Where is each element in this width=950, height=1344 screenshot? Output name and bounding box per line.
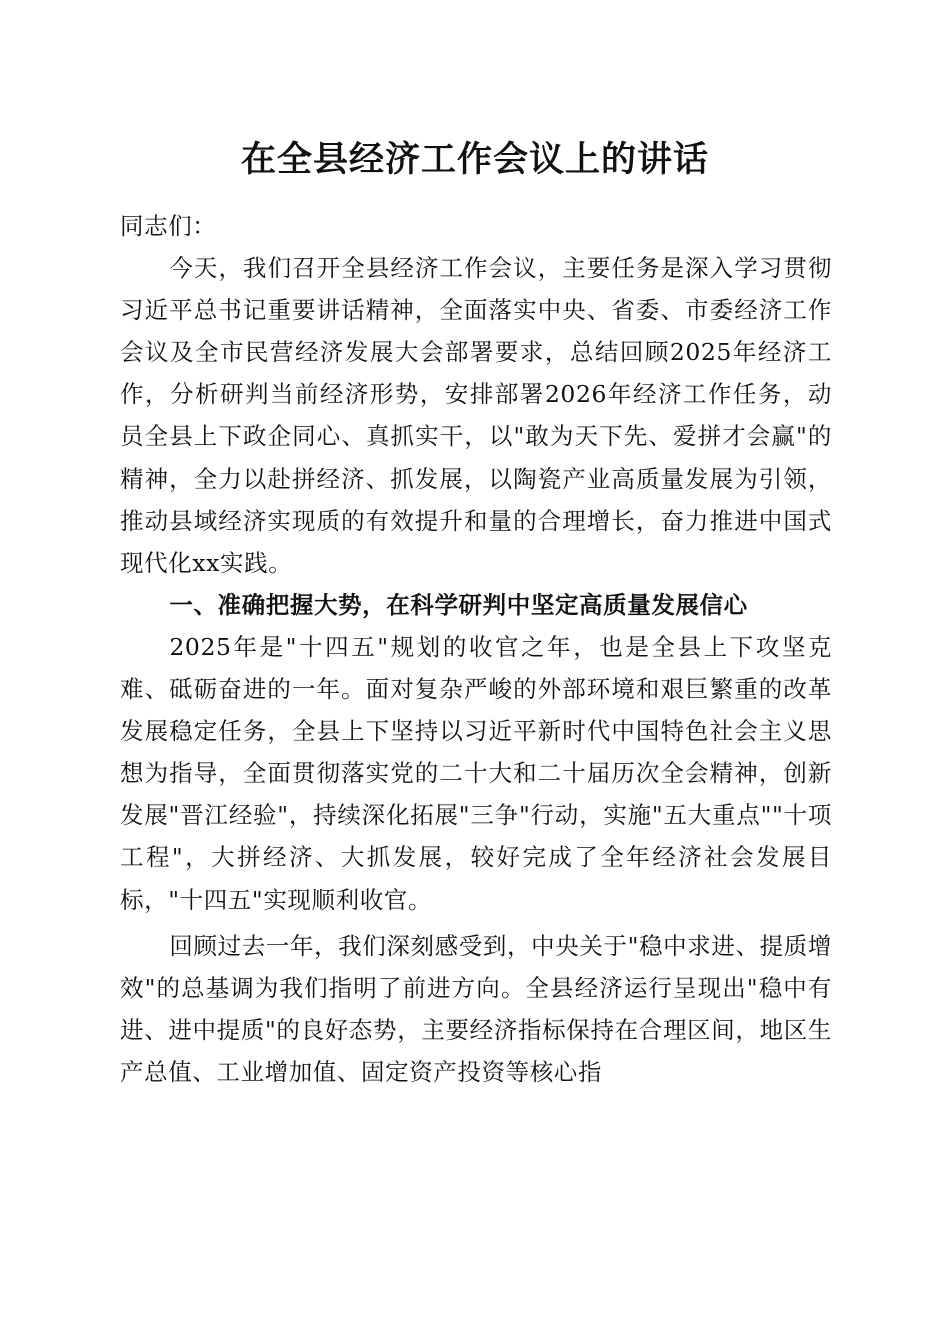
document-title: 在全县经济工作会议上的讲话 [240, 139, 709, 180]
paragraph-intro: 今天，我们召开全县经济工作会议，主要任务是深入学习贯彻习近平总书记重要讲话精神，全面落实中央、省委、市委经济工作会议及全市民营经济发展大会部署要求，总结回顾2025年经济工作，分析研判当前经济形势，安排部署2026年经济工作任务，动员全县上下政企同心、真抓实干，以"敢为天下先、爱拼才会赢"的精神，全力以赴拼经济、抓发展，以陶瓷产业高质量发展为引领，推动县域经济实现质的有效提升和量的合理增长，奋力推进中国式现代化xx实践。 [120, 254, 832, 577]
paragraph-look-back: 回顾过去一年，我们深刻感受到，中央关于"稳中求进、提质增效"的总基调为我们指明了前进方向。全县经济运行呈现出"稳中有进、进中提质"的良好态势，主要经济指标保持在合理区间，地区生产总值、工业增加值、固定资产投资等核心指 [120, 931, 832, 1086]
document-body [120, 205, 832, 1093]
paragraph-2025-review: 2025年是"十四五"规划的收官之年，也是全县上下攻坚克难、砥砺奋进的一年。面对复杂严峻的外部环境和艰巨繁重的改革发展稳定任务，全县上下坚持以习近平新时代中国特色社会主义思想为指导，全面贯彻落实党的二十大和二十届历次全会精神，创新发展"晋江经验"，持续深化拓展"三争"行动，实施"五大重点""十项工程"，大拼经济、大抓发展，较好完成了全年经济社会发展目标，"十四五"实现顺利收官。 [120, 632, 832, 914]
salutation: 同志们： [120, 212, 217, 240]
section-heading-1: 一、准确把握大势，在科学研判中坚定高质量发展信心 [169, 590, 748, 619]
